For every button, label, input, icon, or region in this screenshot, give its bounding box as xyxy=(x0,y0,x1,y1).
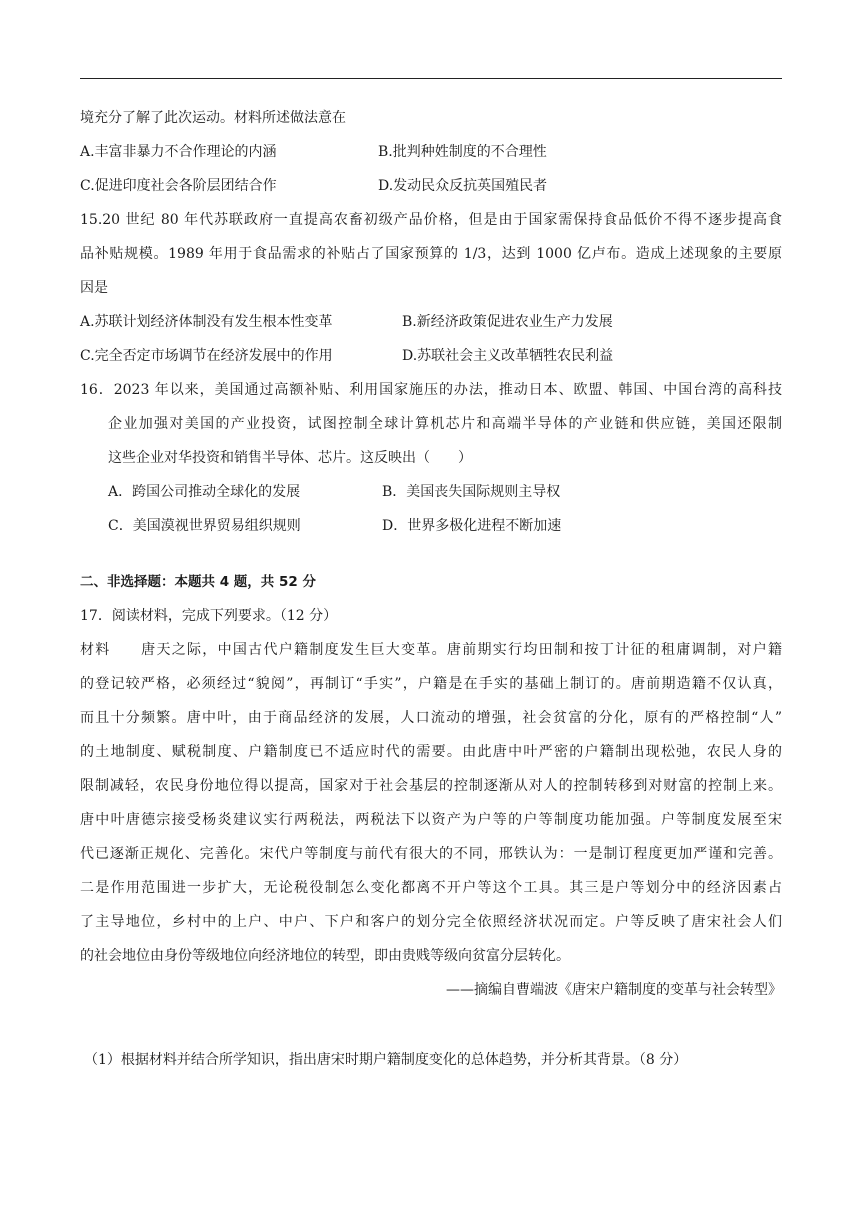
q15-option-b[interactable]: B.新经济政策促进农业生产力发展 xyxy=(402,314,613,330)
q15-options-row-1 xyxy=(80,312,782,332)
q14-options-row-1 xyxy=(80,142,782,162)
q17-material-line-6: 唐中叶唐德宗接受杨炎建议实行两税法，两税法下以资产为户等的户等制度功能加强。户等制度发展至宋 xyxy=(80,812,782,828)
q14-stem-continuation: 境充分了解了此次运动。材料所述做法意在 xyxy=(80,110,346,126)
section-spacer xyxy=(80,550,782,572)
q17-material-line-9: 了主导地位，乡村中的上户、中户、下户和客户的划分完全依照经济状况而定。户等反映了唐宋社会人们 xyxy=(80,914,782,930)
q15-option-a[interactable]: A.苏联计划经济体制没有发生根本性变革 xyxy=(80,314,333,330)
q17-material-line-10: 的社会地位由身份等级地位向经济地位的转型，即由贵贱等级向贫富分层转化。 xyxy=(80,948,570,964)
q17-material-line-3: 而且十分频繁。唐中叶，由于商品经济的发展，人口流动的增强，社会贫富的分化，原有的严格控制“人” xyxy=(80,710,782,726)
q16-option-d[interactable]: D．世界多极化进程不断加速 xyxy=(382,518,562,534)
q16-options-row-2 xyxy=(80,516,782,536)
q15-stem-line-3: 因是 xyxy=(80,280,108,296)
q15-stem-line-2: 品补贴规模。1989 年用于食品需求的补贴占了国家预算的 1/3，达到 1000 亿卢布。造成上述现象的主要原 xyxy=(80,246,782,262)
q17-material-line-1: 材料 唐天之际，中国古代户籍制度发生巨大变革。唐前期实行均田制和按丁计征的租庸调制，对户籍 xyxy=(80,642,782,658)
q14-option-d[interactable]: D.发动民众反抗英国殖民者 xyxy=(378,178,548,194)
q14-options-row-2 xyxy=(80,176,782,196)
q14-option-c[interactable]: C.促进印度社会各阶层团结合作 xyxy=(80,178,277,194)
q15-option-d[interactable]: D.苏联社会主义改革牺牲农民利益 xyxy=(402,348,614,364)
header-rule xyxy=(80,78,782,79)
q16-option-c[interactable]: C．美国漠视世界贸易组织规则 xyxy=(108,518,301,534)
q15-options-row-2 xyxy=(80,346,782,366)
q17-material-line-2: 的登记较严格，必须经过“貌阅”，再制订“手实”，户籍是在手实的基础上制订的。唐前期造籍不仅认真， xyxy=(80,676,782,692)
exam-page-content xyxy=(80,108,782,1084)
q17-title: 17．阅读材料，完成下列要求。（12 分） xyxy=(80,608,338,624)
q17-material-line-4: 的土地制度、赋税制度、户籍制度已不适应时代的需要。由此唐中叶严密的户籍制出现松弛，农民人身的 xyxy=(80,744,782,760)
section2-heading: 二、非选择题：本题共 4 题，共 52 分 xyxy=(80,574,316,590)
q16-stem-line-1: 16．2023 年以来，美国通过高额补贴、利用国家施压的办法，推动日本、欧盟、韩国、中国台湾的高科技 xyxy=(80,382,782,398)
q17-sub-question-1: （1）根据材料并结合所学知识，指出唐宋时期户籍制度变化的总体趋势，并分析其背景。（8 分） xyxy=(84,1052,688,1068)
sub-question-spacer xyxy=(80,1014,782,1050)
q16-stem-line-3: 这些企业对华投资和销售半导体、芯片。这反映出（ ） xyxy=(108,450,472,466)
q17-material-line-7: 代已逐渐正规化、完善化。宋代户等制度与前代有很大的不同，邢铁认为：一是制订程度更加严谨和完善。 xyxy=(80,846,782,862)
q17-material-line-8: 二是作用范围进一步扩大，无论税役制怎么变化都离不开户等这个工具。其三是户等划分中的经济因素占 xyxy=(80,880,782,896)
q15-stem-line-1: 15.20 世纪 80 年代苏联政府一直提高农畜初级产品价格，但是由于国家需保持食品低价不得不逐步提高食 xyxy=(80,212,782,228)
q14-option-a[interactable]: A.丰富非暴力不合作理论的内涵 xyxy=(80,144,277,160)
q16-option-a[interactable]: A．跨国公司推动全球化的发展 xyxy=(108,484,301,500)
q14-option-b[interactable]: B.批判种姓制度的不合理性 xyxy=(378,144,547,160)
q15-option-c[interactable]: C.完全否定市场调节在经济发展中的作用 xyxy=(80,348,333,364)
q16-option-b[interactable]: B．美国丧失国际规则主导权 xyxy=(382,484,561,500)
q17-material-line-5: 限制减轻，农民身份地位得以提高，国家对于社会基层的控制逐渐从对人的控制转移到对财富的控制上来。 xyxy=(80,778,782,794)
q16-options-row-1 xyxy=(80,482,782,502)
q17-source-citation: ——摘编自曹端波《唐宋户籍制度的变革与社会转型》 xyxy=(446,982,782,998)
q16-stem-line-2: 企业加强对美国的产业投资，试图控制全球计算机芯片和高端半导体的产业链和供应链，美国还限制 xyxy=(108,416,782,432)
